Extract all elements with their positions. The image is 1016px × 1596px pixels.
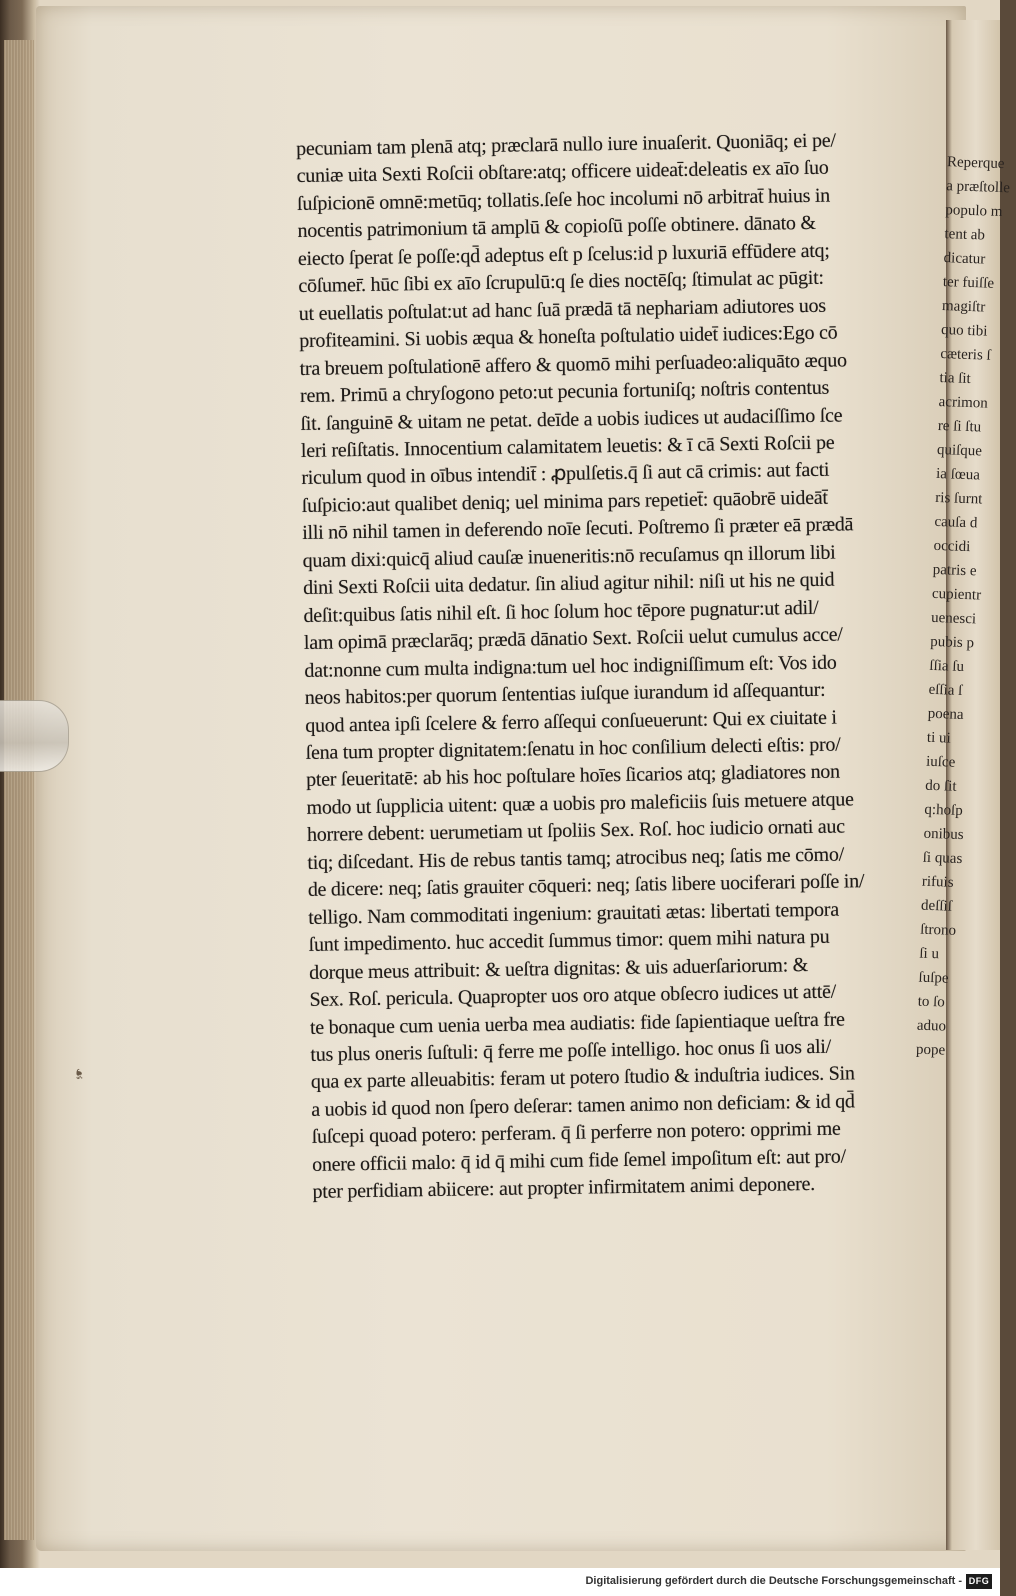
text-line: onere officii malo: q̄ id q̄ mihi cum fide ſemel impoſitum eſt: aut pro/ bbox=[311, 1145, 846, 1176]
text-line: Sex. Roſ. pericula. Quapropter uos oro atque obſecro iudices ut attē/ bbox=[309, 980, 837, 1011]
footer-credit: Digitalisierung gefördert durch die Deutsche Forschungsgemeinschaft - bbox=[585, 1575, 962, 1587]
text-line: lam opimā præclarāq; prædā dānatio Sext. Roſcii uelut cumulus acce/ bbox=[303, 623, 843, 655]
facing-page-fragment: occidi bbox=[933, 537, 971, 556]
facing-page-fragment: quiſque bbox=[936, 441, 983, 460]
facing-page-fragment: ter fuiſſe bbox=[942, 274, 995, 292]
text-line: dorque meus attribuit: & ueſtra dignitas: & uis aduerſariorum: & bbox=[308, 953, 809, 984]
text-line: qua ex parte alleuabitis: feram ut potero ſtudio & induſtria iudices. Sin bbox=[310, 1062, 855, 1094]
facing-page-fragment: uenesci bbox=[930, 609, 977, 628]
text-line: nocentis patrimonium tā amplū & copioſū poſſe obtinere. dānato & bbox=[297, 212, 816, 243]
page-edge-stack bbox=[4, 40, 34, 1540]
margin-mark: ☙ bbox=[70, 1067, 87, 1081]
text-line: telligo. Nam commoditati ingenium: grauitati ætas: libertati tempora bbox=[308, 898, 840, 929]
text-line: ſuſpicio:aut qualibet deniq; uel minima pars repetiet̄: quāobrē uideāt̄ bbox=[301, 486, 828, 517]
text-line: ſit. ſanguinē & uitam ne petat. deīde a uobis iudices ut audaciſſimo ſce bbox=[300, 403, 843, 435]
facing-page-fragment: acrimon bbox=[938, 393, 989, 412]
facing-page-fragment: magiſtr bbox=[941, 298, 986, 316]
facing-page-edge bbox=[915, 20, 1011, 1550]
text-line: a uobis id quod non ſpero deſerar: tamen animo non deficiam: & id qd̄ bbox=[311, 1090, 855, 1121]
text-line: ut euellatis poſtulat:ut ad hanc ſuā prædā tā nephariam adiutores uos bbox=[298, 294, 826, 325]
facing-page-fragment: do ſit bbox=[924, 777, 957, 795]
facing-page-fragment: ſſia ſu bbox=[929, 657, 965, 676]
facing-page-fragment: pubis p bbox=[930, 633, 975, 652]
facing-page-fragment: cupientr bbox=[931, 585, 982, 604]
text-line: ſuſpicionē omnē:metūq; tollatis.ſeſe hoc incolumi nō arbitrat̄ huius in bbox=[296, 184, 831, 215]
facing-page-fragment: eſſia ſ bbox=[928, 681, 963, 699]
facing-page-fragment: ſtrono bbox=[919, 921, 957, 939]
facing-page-fragment: tent ab bbox=[944, 226, 986, 244]
text-line: te bonaque cum uenia uerba mea audiatis: fide ſapientiaque ueſtra fre bbox=[309, 1007, 845, 1039]
text-line: tra breuem poſtulationē affero & quomō mihi perſuadeo:aliquāto æquo bbox=[299, 349, 847, 380]
dfg-logo: DFG bbox=[966, 1574, 992, 1589]
text-line: de dicere: neq; ſatis grauiter cōqueri: neq; ſatis libere uociferari poſſe in/ bbox=[307, 870, 865, 902]
facing-page-fragment: poena bbox=[927, 705, 964, 724]
text-line: tus plus oneris ſuſtuli: q̄ ferre me poſſe intelligo. hoc onus ſi uos ali/ bbox=[310, 1035, 832, 1066]
facing-page-fragment: patris e bbox=[932, 561, 977, 580]
text-line: illi nō nihil tamen in deferendo noīe ſecuti. Poſtremo ſi præter eā prædā bbox=[302, 513, 854, 545]
facing-page-fragment: aduo bbox=[916, 1017, 947, 1035]
facing-page-fragment: a præſtolle bbox=[945, 178, 1011, 197]
text-line: horrere debent: uerumetiam ut ſpoliis Sex. Roſ. hoc iudicio ornati auc bbox=[306, 815, 846, 847]
facing-page-fragment: q:hoſp bbox=[924, 801, 964, 820]
facing-page-fragment: cæteris ſ bbox=[940, 346, 991, 364]
text-line: ſena tum propter dignitatem:ſenatu in hoc conſilium delecti eſtis: pro/ bbox=[305, 733, 841, 764]
facing-page-fragment: ti ui bbox=[926, 729, 951, 747]
text-line: dini Sexti Roſcii uita dedatur. ſin aliud agitur nihil: niſi ut his ne quid bbox=[302, 568, 835, 600]
text-line: cōſumer̄. hūc ſibi ex aīo ſcrupulū:q ſe dies noctēſq; ſtimulat ac pūgit: bbox=[298, 266, 824, 298]
facing-page-fragment: ia ſœua bbox=[935, 465, 981, 484]
text-line: quam dixi:quicq̄ aliud cauſæ inueneritis:nō recuſamus qn illorum libi bbox=[302, 541, 836, 572]
facing-page-fragment: dicatur bbox=[943, 250, 986, 268]
facing-page-fragment: deſſiſ bbox=[920, 897, 953, 915]
facing-page-fragment: populo m bbox=[945, 202, 1003, 221]
facing-page-fragment: onibus bbox=[923, 825, 964, 844]
text-line: quod antea ipſi ſcelere & ferro aſſequi conſueuerunt: Qui ex ciuitate i bbox=[305, 706, 837, 737]
facing-page-fragment: ſuſpe bbox=[918, 969, 949, 987]
facing-page-fragment: tia ſit bbox=[939, 369, 972, 388]
text-line: tiq; diſcedant. His de rebus tantis tamq; atrocibus neq; ſatis me cōmo/ bbox=[307, 843, 845, 874]
facing-page-fragment: Reperque bbox=[946, 154, 1005, 173]
facing-page-fragment: quo tibi bbox=[940, 322, 988, 340]
facing-page-fragment: cauſa d bbox=[934, 513, 978, 532]
text-line: pecuniam tam plenā atq; præclarā nullo iure inuaſerit. Quoniāq; ei pe/ bbox=[296, 129, 836, 160]
facing-page-fragment: ſi u bbox=[919, 945, 940, 963]
text-line: neos habitos:per quorum ſententias iuſque iurandum id aſſequantur: bbox=[304, 678, 826, 709]
text-line: leri reſiſtatis. Innocentium calamitatem leuetis: & ī cā Sexti Roſcii pe bbox=[300, 431, 835, 462]
page-clip bbox=[0, 700, 69, 772]
facing-page-fragment: ſi quas bbox=[922, 849, 963, 868]
text-line: rem. Primū a chryſogono peto:ut pecunia fortuniſq; noſtris contentus bbox=[299, 376, 830, 408]
text-line: profiteamini. Si uobis æqua & honeſta poſtulatio uidet̄ iudices:Ego cō bbox=[299, 321, 838, 353]
facing-page-fragment: to ſo bbox=[917, 993, 946, 1011]
text-line: ſunt impedimento. huc accedit ſummus timor: quem mihi natura pu bbox=[308, 925, 830, 957]
text-line: ſuſcepi quoad potero: perferam. q̄ ſi perferre non potero: opprimi me bbox=[311, 1117, 841, 1149]
facing-page-fragment: rifuis bbox=[921, 873, 954, 891]
text-line: cuniæ uita Sexti Roſcii obſtare:atq; officere uideat̄:deleatis ex aīo ſuo bbox=[296, 157, 829, 188]
text-line: eiecto ſperat ſe poſſe:qd̄ adeptus eſt p ſcelus:id p luxuriā effūdere atq; bbox=[297, 239, 830, 270]
text-line: pter ſeueritatē: ab his hoc poſtulare hoīes ſicarios atq; gladiatores non bbox=[305, 760, 841, 792]
facing-page-fragment: pope bbox=[915, 1041, 946, 1059]
facing-page-fragment: ris ſurnt bbox=[935, 489, 983, 508]
facing-page-fragment: re ſi ſtu bbox=[937, 417, 982, 436]
text-line: pter perfidiam abiicere: aut propter infirmitatem animi deponere. bbox=[312, 1173, 816, 1204]
text-line: modo ut ſupplicia uitent: quæ a uobis pro maleficiis ſuis metuere atque bbox=[306, 788, 854, 819]
text-line: deſit:quibus ſatis nihil eſt. ſi hoc ſolum hoc tēpore pugnatur:ut adil/ bbox=[303, 596, 819, 627]
facing-page-fragment: iuſce bbox=[925, 753, 956, 771]
text-line: dat:nonne cum multa indigna:tum uel hoc indigniſſimum eſt: Vos ido bbox=[304, 651, 837, 682]
footer-bar bbox=[0, 1568, 1000, 1596]
main-text-block bbox=[296, 126, 943, 1206]
text-line: riculum quod in oībus intendit̄ : ꝓpulſetis.q̄ ſi aut cā crimis: aut facti bbox=[301, 459, 830, 490]
